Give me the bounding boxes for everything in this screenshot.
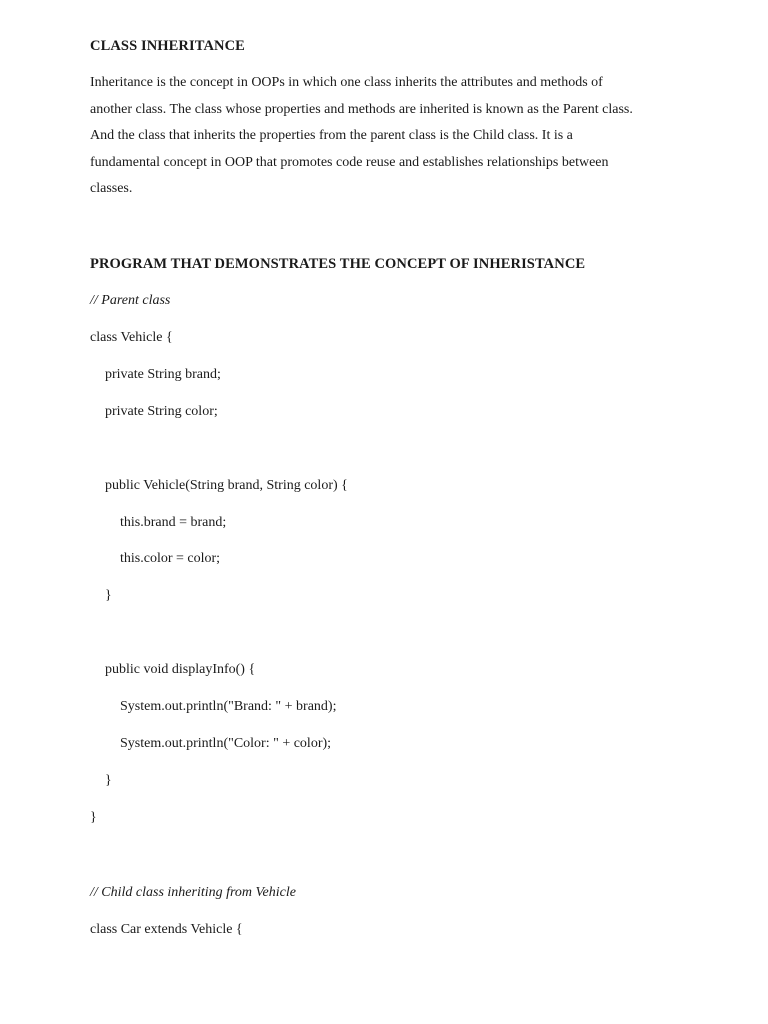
code-line: public Vehicle(String brand, String color) { xyxy=(105,478,348,493)
code-line: } xyxy=(105,773,112,788)
code-line: } xyxy=(90,810,97,825)
intro-line: And the class that inherits the properties from the parent class is the Child class. It is a xyxy=(90,128,573,144)
section-heading-program: PROGRAM THAT DEMONSTRATES THE CONCEPT OF INHERISTANCE xyxy=(90,256,586,272)
code-line: class Car extends Vehicle { xyxy=(90,922,243,937)
code-line: this.color = color; xyxy=(120,551,221,566)
intro-line: another class. The class whose properties and methods are inherited is known as the Parent class. xyxy=(90,101,633,117)
code-line: System.out.println("Color: " + color); xyxy=(120,736,332,751)
code-line: this.brand = brand; xyxy=(120,515,227,530)
intro-line: classes. xyxy=(90,181,133,197)
code-comment: // Child class inheriting from Vehicle xyxy=(90,885,296,900)
intro-line: Inheritance is the concept in OOPs in which one class inherits the attributes and methods of xyxy=(90,75,603,90)
code-line: public void displayInfo() { xyxy=(105,662,256,677)
code-line: System.out.println("Brand: " + brand); xyxy=(120,699,337,714)
code-line: } xyxy=(105,588,112,603)
intro-paragraph xyxy=(90,70,700,203)
intro-line: fundamental concept in OOP that promotes code reuse and establishes relationships between xyxy=(90,154,609,170)
section-heading-class-inheritance: CLASS INHERITANCE xyxy=(90,38,245,54)
code-line: class Vehicle { xyxy=(90,330,173,345)
code-line: private String brand; xyxy=(105,367,221,382)
code-line: private String color; xyxy=(105,404,218,419)
code-comment: // Parent class xyxy=(90,293,171,308)
